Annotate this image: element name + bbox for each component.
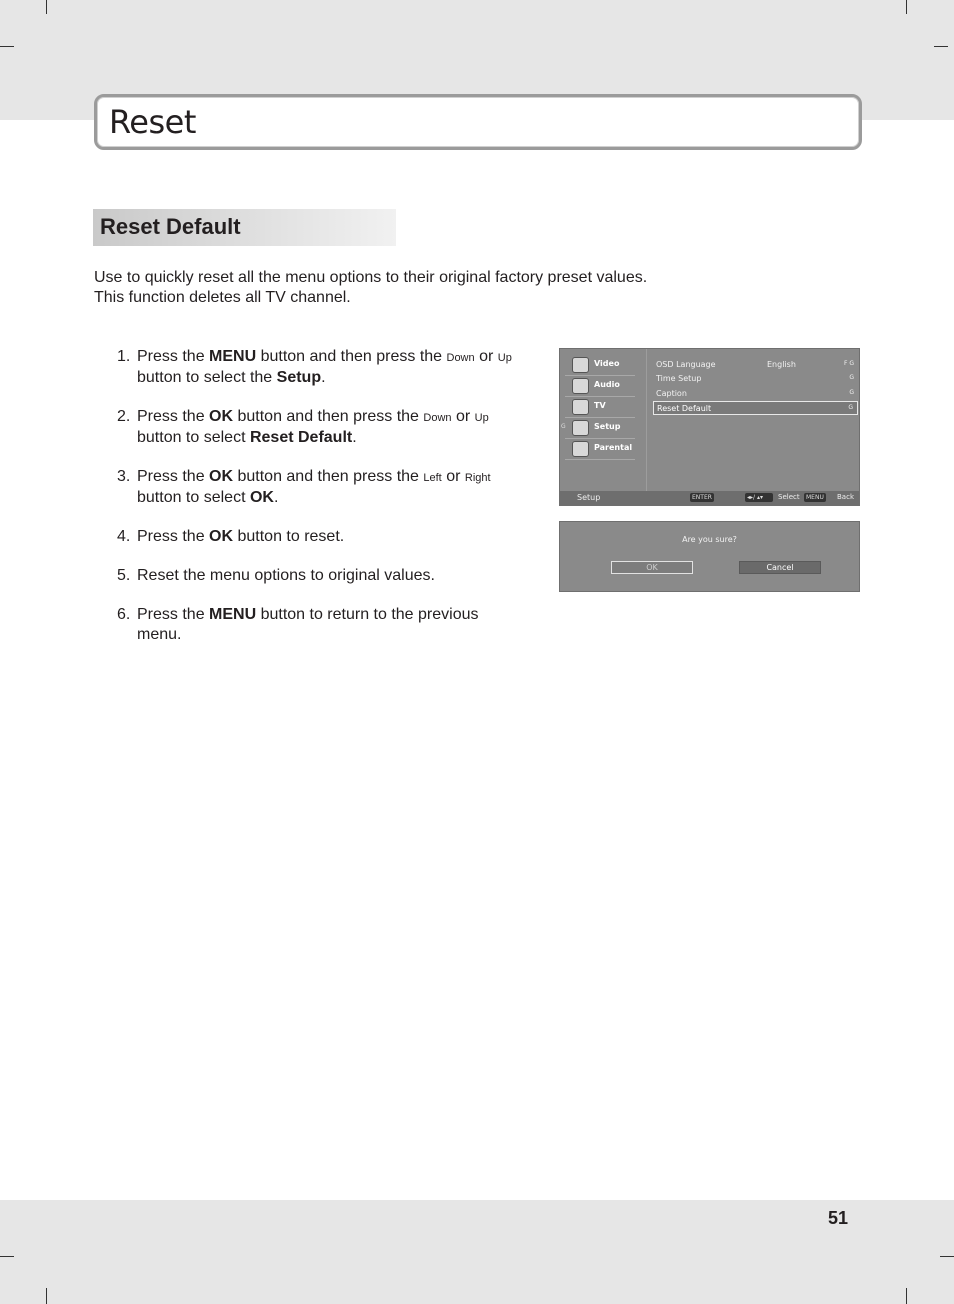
crop-mark: [934, 46, 948, 47]
sidebar-item-label: Parental: [594, 443, 633, 452]
step-text: Press the OK button to reset.: [137, 528, 345, 545]
crop-mark: [906, 1288, 907, 1304]
page-number: 51: [828, 1208, 849, 1228]
arrow-icon: F G: [843, 360, 854, 367]
osd-row-time-setup[interactable]: [653, 372, 858, 386]
step-number: 2.: [117, 408, 131, 425]
crop-mark: [0, 46, 14, 47]
row-label: Reset Default: [657, 404, 712, 413]
crop-mark: [906, 0, 907, 14]
crop-mark: [46, 1288, 47, 1304]
instruction-steps: [117, 347, 517, 664]
sidebar-item-label: Setup: [594, 422, 621, 431]
sidebar-item-label: Video: [594, 359, 620, 368]
video-icon: [572, 357, 589, 373]
setup-icon: [572, 420, 589, 436]
page-title-box: [94, 94, 862, 150]
step-item: [117, 347, 517, 388]
section-heading-bar: [93, 209, 396, 246]
page-title: Reset: [109, 103, 196, 141]
sidebar-item-video[interactable]: [565, 355, 635, 376]
confirm-dialog: [559, 521, 860, 592]
footer-title: Setup: [577, 493, 601, 502]
sidebar-item-parental[interactable]: [565, 439, 635, 460]
navigate-keys-icon: ◂▸/ ▴▾: [745, 493, 773, 502]
row-value: English: [767, 360, 796, 369]
row-label: Caption: [656, 389, 687, 398]
row-label: Time Setup: [656, 374, 702, 383]
step-item: [117, 527, 517, 547]
step-item: [117, 467, 517, 508]
sidebar-item-tv[interactable]: [565, 397, 635, 418]
tv-icon: [572, 399, 589, 415]
step-text: Reset the menu options to original values.: [137, 567, 435, 584]
ok-button[interactable]: OK: [611, 561, 693, 574]
bottom-band: [0, 1200, 954, 1304]
step-text: Press the MENU button and then press the Down or Up button to select the Setup.: [137, 348, 512, 386]
dialog-question: Are you sure?: [682, 535, 737, 544]
crop-mark: [940, 1256, 954, 1257]
arrow-icon: G: [848, 404, 853, 411]
sidebar-item-audio[interactable]: [565, 376, 635, 397]
cancel-button[interactable]: Cancel: [739, 561, 821, 574]
menu-key: MENU: [806, 494, 824, 501]
arrow-icon: G: [849, 389, 854, 396]
sidebar-item-label: Audio: [594, 380, 620, 389]
row-label: OSD Language: [656, 360, 716, 369]
step-text: Press the MENU button to return to the previous menu.: [137, 606, 479, 643]
sidebar-item-setup[interactable]: [561, 418, 635, 439]
selected-marker: G: [561, 423, 566, 430]
step-number: 3.: [117, 468, 131, 485]
step-number: 6.: [117, 606, 131, 623]
osd-row-osd-language[interactable]: [653, 358, 858, 372]
step-number: 4.: [117, 528, 131, 545]
crop-mark: [0, 1256, 14, 1257]
osd-setup-menu: [559, 348, 860, 506]
sidebar-item-label: TV: [594, 401, 606, 410]
parental-icon: [572, 441, 589, 457]
osd-row-caption[interactable]: [653, 387, 858, 401]
step-item: [117, 605, 517, 645]
osd-footer: [560, 491, 859, 505]
step-number: 1.: [117, 348, 131, 365]
intro-line: This function deletes all TV channel.: [94, 289, 351, 306]
crop-mark: [46, 0, 47, 14]
section-heading: Reset Default: [100, 214, 241, 239]
step-text: Press the OK button and then press the Left or Right button to select OK.: [137, 468, 491, 506]
arrow-icon: G: [849, 374, 854, 381]
step-number: 5.: [117, 567, 131, 584]
step-text: Press the OK button and then press the Down or Up button to select Reset Default.: [137, 408, 489, 446]
intro-text: [94, 268, 647, 308]
osd-sidebar: [560, 349, 647, 491]
step-item: [117, 407, 517, 448]
back-label: Back: [837, 493, 854, 501]
osd-row-reset-default[interactable]: [653, 401, 858, 415]
select-label: Select: [778, 493, 800, 501]
enter-key: ENTER: [692, 494, 712, 501]
step-item: [117, 566, 517, 586]
intro-line: Use to quickly reset all the menu options to their original factory preset values.: [94, 269, 648, 286]
audio-icon: [572, 378, 589, 394]
